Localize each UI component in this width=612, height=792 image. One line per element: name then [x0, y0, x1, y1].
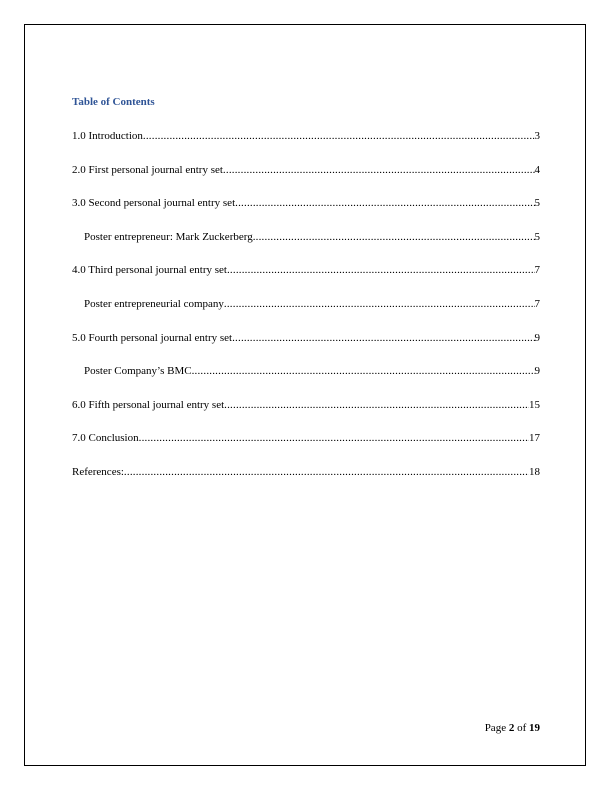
toc-entry-page: 4	[534, 163, 540, 176]
toc-dot-leader	[253, 230, 535, 244]
toc-dot-leader	[235, 196, 534, 210]
toc-dot-leader	[224, 398, 529, 412]
current-page-number: 2	[508, 722, 515, 734]
toc-entry-page: 9	[534, 331, 540, 344]
toc-entry-poster-entrepreneur[interactable]	[72, 230, 540, 264]
toc-entry-poster-bmc[interactable]	[72, 364, 540, 398]
toc-entry-page: 5	[534, 197, 540, 210]
toc-dot-leader	[224, 297, 535, 311]
toc-entry-poster-company[interactable]	[72, 297, 540, 331]
toc-title: Table of Contents	[72, 96, 155, 108]
toc-entry-label: 2.0 First personal journal entry set	[72, 163, 223, 176]
toc-entry-conclusion[interactable]	[72, 431, 540, 465]
toc-entry-label: References:	[72, 465, 124, 478]
toc-dot-leader	[192, 364, 535, 378]
toc-entry-third-journal[interactable]	[72, 263, 540, 297]
total-page-count: 19	[529, 722, 540, 734]
toc-entry-page: 17	[529, 432, 540, 445]
toc-dot-leader	[143, 129, 535, 143]
toc-entry-label: 4.0 Third personal journal entry set	[72, 264, 227, 277]
toc-entry-label: 7.0 Conclusion	[72, 432, 139, 445]
toc-entry-label: 6.0 Fifth personal journal entry set	[72, 398, 225, 411]
toc-dot-leader	[223, 163, 535, 177]
toc-entry-label: 3.0 Second personal journal entry set	[72, 197, 236, 210]
toc-entry-label: 5.0 Fourth personal journal entry set	[72, 331, 233, 344]
toc-entry-page: 7	[534, 297, 540, 310]
toc-dot-leader	[227, 263, 535, 277]
toc-entry-first-journal[interactable]	[72, 163, 540, 197]
toc-entry-page: 7	[534, 264, 540, 277]
toc-entry-label: Poster Company’s BMC	[84, 365, 192, 378]
toc-entry-page: 5	[534, 230, 540, 243]
page-prefix: Page	[484, 722, 507, 734]
toc-entry-introduction[interactable]	[72, 129, 540, 163]
toc-list	[72, 129, 540, 499]
toc-entry-page: 18	[529, 465, 540, 478]
toc-entry-fifth-journal[interactable]	[72, 398, 540, 432]
toc-entry-label: 1.0 Introduction	[72, 130, 143, 142]
toc-entry-page: 9	[534, 365, 540, 378]
toc-dot-leader	[232, 331, 534, 345]
toc-entry-label: Poster entrepreneur: Mark Zuckerberg	[84, 230, 253, 243]
toc-dot-leader	[139, 431, 529, 445]
toc-entry-references[interactable]	[72, 465, 540, 499]
page-of-label: of	[517, 722, 527, 734]
page-footer	[485, 722, 540, 734]
toc-dot-leader	[124, 465, 529, 479]
toc-entry-fourth-journal[interactable]	[72, 331, 540, 365]
toc-entry-page: 15	[529, 398, 540, 411]
toc-entry-page: 3	[534, 130, 540, 142]
toc-entry-label: Poster entrepreneurial company	[84, 297, 224, 310]
toc-entry-second-journal[interactable]	[72, 196, 540, 230]
